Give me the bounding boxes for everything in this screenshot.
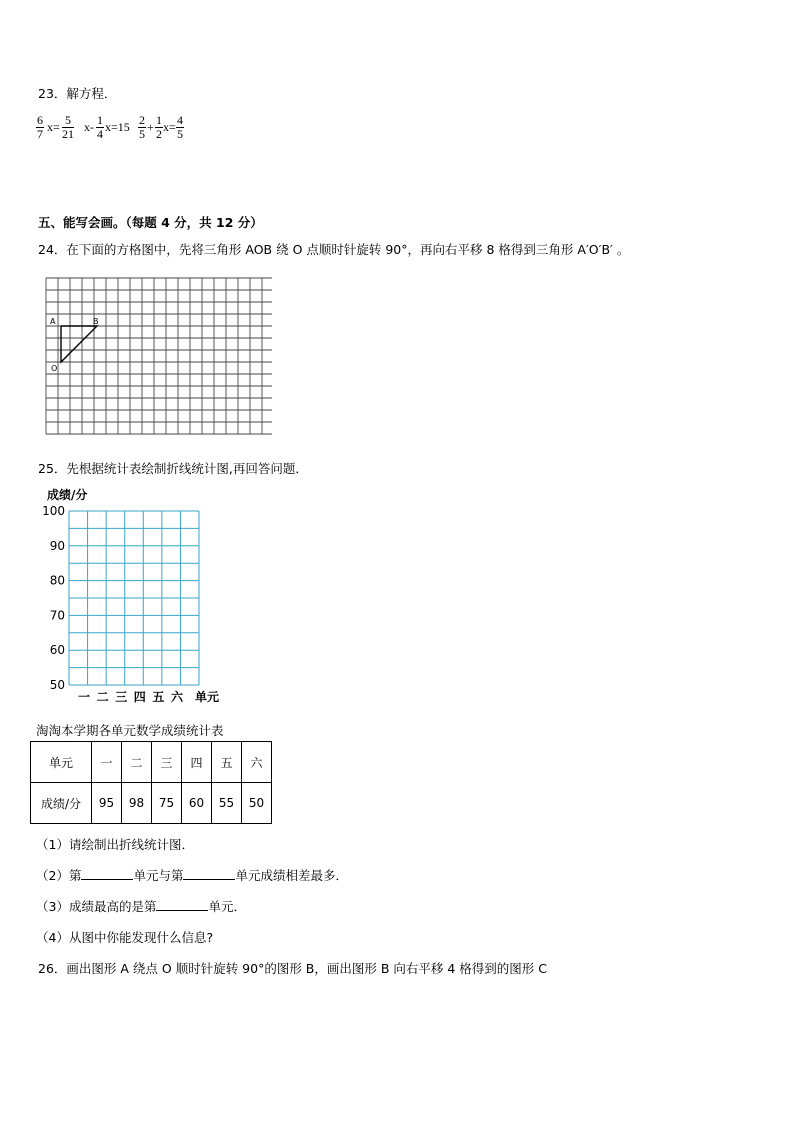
table-cell: 二 <box>122 742 152 783</box>
table-cell: 五 <box>212 742 242 783</box>
fraction-5-21: $\frac{5}{21}$ <box>62 113 74 141</box>
table-cell: 55 <box>212 783 242 824</box>
q25-sub1: （1）请绘制出折线统计图． <box>36 837 194 852</box>
x-category-label: 六 <box>171 690 184 704</box>
x-category-label: 一 <box>78 690 91 704</box>
x-category-label: 二 <box>96 690 109 704</box>
q25-sub3: （3）成绩最高的是第 单元． <box>36 899 246 914</box>
q26-text: 26．画出图形 A 绕点 O 顺时针旋转 90°的图形 B，画出图形 B 向右平移 4 格得到的图形 C <box>38 961 547 976</box>
q23-heading: 23．解方程． <box>38 86 117 101</box>
triangle-aob <box>61 326 97 362</box>
x-category-label: 五 <box>152 690 165 704</box>
q25-text: 25．先根据统计表绘制折线统计图,再回答问题． <box>38 461 308 476</box>
answer-blank[interactable] <box>183 867 235 880</box>
label-b: B <box>93 317 99 326</box>
y-tick-label: 50 <box>49 678 65 692</box>
answer-blank[interactable] <box>156 898 208 911</box>
table-cell: 一 <box>92 742 122 783</box>
q25-line-chart <box>40 485 240 707</box>
table-row <box>31 783 272 824</box>
chart-x-label: 单元 <box>195 690 220 704</box>
grid-lines <box>46 278 272 434</box>
y-tick-label: 90 <box>49 538 65 553</box>
score-table <box>30 741 272 824</box>
label-o: O <box>51 364 58 373</box>
table-cell: 50 <box>242 783 272 824</box>
y-tick-label: 70 <box>49 608 65 623</box>
answer-blank[interactable] <box>81 867 133 880</box>
q24-grid-figure <box>40 272 272 436</box>
x-category-label: 四 <box>133 690 146 704</box>
y-tick-label: 60 <box>49 643 65 658</box>
q25-sub4: （4）从图中你能发现什么信息? <box>36 930 214 945</box>
fraction-1-4: $\frac{1}{4}$ <box>97 113 103 141</box>
table-cell: 95 <box>92 783 122 824</box>
chart-title: 成绩/分 <box>47 488 88 502</box>
table-cell: 四 <box>182 742 212 783</box>
fraction-1-2: $\frac{1}{2}$ <box>156 113 162 141</box>
section-five-title: 五、能写会画。（每题 4 分，共 12 分） <box>38 215 263 230</box>
table-row <box>31 742 272 783</box>
y-tick-label: 100 <box>42 504 65 518</box>
table-cell: 三 <box>152 742 182 783</box>
table-cell: 单元 <box>31 742 92 783</box>
table-title: 淘淘本学期各单元数学成绩统计表 <box>36 723 224 738</box>
fraction-6-7: $\frac{6}{7}$ <box>37 113 43 141</box>
table-cell: 成绩/分 <box>31 783 92 824</box>
fraction-4-5: $\frac{4}{5}$ <box>177 113 183 141</box>
table-cell: 60 <box>182 783 212 824</box>
q24-text: 24．在下面的方格图中，先将三角形 AOB 绕 O 点顺时针旋转 90°，再向右平移 8 格得到三角形 A′O′B′ 。 <box>38 242 630 257</box>
x-category-label: 三 <box>115 690 128 704</box>
fraction-2-5: $\frac{2}{5}$ <box>139 113 145 141</box>
q25-sub2: （2）第 单元与第 单元成绩相差最多． <box>36 868 348 883</box>
y-tick-label: 80 <box>49 573 65 588</box>
table-cell: 98 <box>122 783 152 824</box>
label-a: A <box>50 317 56 326</box>
table-cell: 75 <box>152 783 182 824</box>
table-cell: 六 <box>242 742 272 783</box>
